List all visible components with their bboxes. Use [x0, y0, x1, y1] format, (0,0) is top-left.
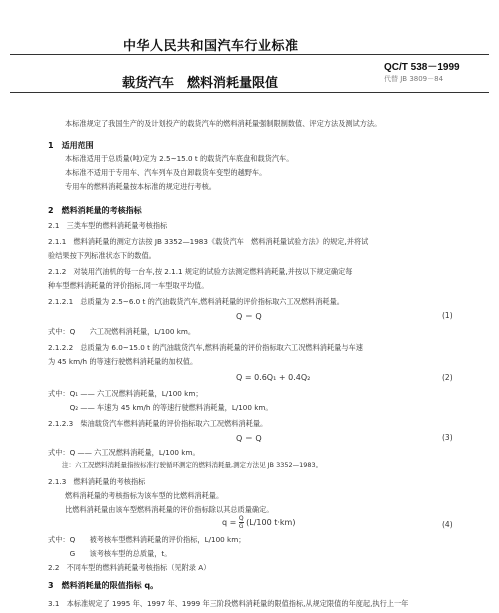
scope-line-3: 专用车的燃料消耗量按本标准的规定进行考核。	[65, 182, 216, 191]
formula-4	[222, 515, 295, 530]
title-divider	[10, 92, 489, 93]
formula-4-lhs: q =	[222, 518, 237, 527]
formula-1-number: (1)	[442, 311, 453, 320]
clause-2-1-2-2-line-2: 为 45 km/h 的等速行驶燃料消耗量的加权值。	[48, 357, 198, 366]
replaces-standard: 代替 JB 3809－84	[384, 75, 444, 83]
intro-paragraph: 本标准规定了我国生产的及计划投产的载货汽车的燃料消耗量强制限制数值、评定方法及测试方法。	[65, 119, 382, 128]
formula-4-denominator: G	[238, 523, 244, 530]
standard-title: 中华人民共和国汽车行业标准	[123, 39, 299, 54]
formula-4-where-2: G 该考核车型的总质量，t。	[48, 549, 172, 558]
formula-4-number: (4)	[442, 520, 453, 529]
formula-1-where: 式中：Q 六工况燃料消耗量，L/100 km。	[48, 327, 196, 336]
clause-2-1-2-line-2: 种车型燃料消耗量的评价指标,同一车型取平均值。	[48, 281, 209, 290]
section-2-heading: 2 燃料消耗量的考核指标	[48, 206, 142, 215]
clause-2-1-3-line-2: 比燃料消耗量由该车型燃料消耗量的评价指标除以其总质量确定。	[65, 505, 274, 514]
scope-line-2: 本标准不适用于专用车、汽车列车及自卸载货车变型的越野车。	[65, 168, 267, 177]
clause-2-1-2-2-line-1: 2.1.2.2 总质量为 6.0~15.0 t 的汽油载货汽车,燃料消耗量的评价指标取六工况燃料消耗量与车速	[48, 343, 363, 352]
formula-3: Q ＝ Q	[236, 434, 262, 443]
section-3-heading: 3 燃料消耗量的限值指标 q。	[48, 581, 159, 590]
formula-2-number: (2)	[442, 373, 453, 382]
clause-2-2: 2.2 不同车型的燃料消耗量考核指标（见附录 A）	[48, 563, 211, 572]
formula-2-where-1: 式中：Q₁ —— 六工况燃料消耗量，L/100 km；	[48, 389, 203, 398]
formula-3-number: (3)	[442, 433, 453, 442]
clause-3-1: 3.1 本标准规定了 1995 年、1997 年、1999 年三阶段燃料消耗量的限值指标,从规定限值的年度起,执行上一年	[48, 599, 409, 608]
clause-2-1-2-1: 2.1.2.1 总质量为 2.5~6.0 t 的汽油载货汽车,燃料消耗量的评价指标取六工况燃料消耗量。	[48, 297, 344, 306]
formula-2-where-2: Q₂ —— 车速为 45 km/h 的等速行驶燃料消耗量，L/100 km。	[48, 403, 273, 412]
clause-2-1-3-title: 2.1.3 燃料消耗量的考核指标	[48, 477, 146, 486]
clause-2-1-title: 2.1 三类车型的燃料消耗量考核指标	[48, 221, 168, 230]
formula-4-where-1: 式中：Q 被考核车型燃料消耗量的评价指标，L/100 km；	[48, 535, 246, 544]
header-divider	[10, 54, 489, 55]
standard-number: QC/T 538－1999	[384, 62, 460, 73]
formula-2: Q = 0.6Q₁ + 0.4Q₂	[236, 373, 311, 382]
formula-4-unit: (L/100 t·km)	[246, 518, 296, 527]
formula-4-numerator: Q	[238, 515, 244, 522]
document-title: 载货汽车 燃料消耗量限值	[122, 76, 279, 91]
clause-2-1-1-line-2: 验结果按下列标准状态下的数值。	[48, 251, 156, 260]
clause-2-1-1-line-1: 2.1.1 燃料消耗量的测定方法按 JB 3352—1983《载货汽车 燃料消耗量试验方法》的规定,并将试	[48, 237, 369, 246]
scope-line-1: 本标准适用于总质量(吨)定为 2.5~15.0 t 的载货汽车底盘和载货汽车。	[65, 154, 294, 163]
formula-3-where: 式中：Q —— 六工况燃料消耗量，L/100 km。	[48, 448, 200, 457]
formula-4-fraction	[239, 515, 244, 530]
formula-1: Q ＝ Q	[236, 312, 262, 321]
note: 注：六工况燃料消耗量指按标准行驶循环测定的燃料消耗量,测定方法见 JB 3352—1983。	[62, 461, 323, 469]
clause-2-1-3-line-1: 燃料消耗量的考核指标为该车型的比燃料消耗量。	[65, 491, 224, 500]
clause-2-1-2-line-1: 2.1.2 对装用汽油机的每一台车,按 2.1.1 规定的试验方法测定燃料消耗量,并按以下规定确定每	[48, 267, 353, 276]
section-1-heading: 1 适用范围	[48, 141, 94, 150]
clause-2-1-2-3: 2.1.2.3 柴油载货汽车燃料消耗量的评价指标取六工况燃料消耗量。	[48, 419, 268, 428]
